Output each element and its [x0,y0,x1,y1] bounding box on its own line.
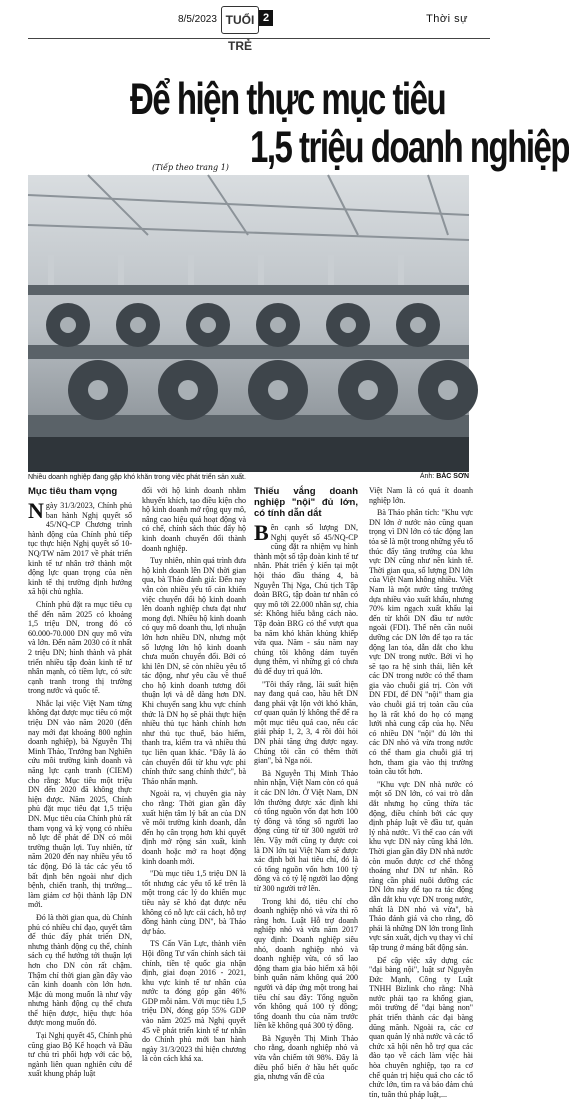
paragraph [254,523,358,677]
article-column-4 [369,486,473,772]
paragraph: Đó là thời gian qua, dù Chính phủ có nhiều chỉ đạo, quyết tâm để thúc đẩy phát triển DN, nhưng thành động cụ thể, chính sách cụ thể hướng tới thuận lợi hơn cho DN còn rất chậm. Thậm chí thời gian gần đây vào căn kinh doanh còn lớn hơn. Mặc dù mong muốn là như vậy nhưng hành động cụ thể chưa thể hiện được, hiệu thực hóa được mong muốn đó. [28,913,132,1028]
header-rule [28,38,490,39]
paragraph: "Tôi thấy rằng, lãi suất hiện nay đang quá cao, hầu hết DN đang phải vật lộn với khó khăn, cơ quan quản lý không thể để ra một mục tiêu quá cao, nếu các giải pháp 1, 2, 3, 4 rồi đòi hỏi DN phải tăng ứng được ngay. Chúng tôi cần có thêm thời gian", bà Nga nói. [254,680,358,766]
paragraph: Trong khi đó, tiêu chí cho doanh nghiệp nhỏ và vừa thì rõ ràng hơn. Luật Hỗ trợ doanh nghiệp nhỏ và vừa năm 2017 quy định: Doanh nghiệp siêu nhỏ, doanh nghiệp nhỏ và doanh nghiệp vừa, có số lao động tham gia bảo hiểm xã hội bình quân năm không quá 200 người và đáp ứng một trong hai tiêu chí sau đây: Tổng nguồn vốn không quá 100 tỷ đồng; tổng doanh thu của năm trước liền kề không quá 300 tỷ đồng. [254,897,358,1031]
drop-cap: B [254,523,269,543]
paragraph: Bà Thảo phân tích: "Khu vực DN lớn ở nước nào cũng quan trọng vì DN lớn có tác động lan tỏa sẽ là một trong những yếu tố thúc đẩy tăng trưởng của khu vực DN cũng như nền kinh tế. Thời gian qua, số lượng DN lớn của Việt Nam không nhiều. Việt Nam là một nước tăng trưởng dựa nhiều vào xuất khẩu, nhưng 70% kim ngạch xuất khẩu lại đến từ khối DN đầu tư nước ngoài (FDI). Thế nên cần nuôi dưỡng các DN lớn để tạo ra tác động lan tỏa, dẫn dắt cho khu vực DN trong nước. Bởi vì họ sẽ tạo ra hệ sinh thái, liên kết các DN trong nước có thể tham gia vào chuỗi giá trị. Còn với DN FDI, để DN "nội" tham gia vào chuỗi giá trị toàn cầu của họ là rất khó do họ có mạng lưới nhà cung cấp của họ. Nếu có nhiều DN "nội" đủ lớn thì các DN nhỏ và vừa trong nước có thể tham gia chuỗi giá trị hơn, tham gia vào thị trường toàn cầu tốt hơn. [369,508,473,777]
paragraph: "Dù mục tiêu 1,5 triệu DN là tốt nhưng các yếu tố kể trên là một trong các lý do khiến mục tiêu này sẽ khó đạt được nếu không có nỗ lực cải cách, hỗ trợ đồng hành cùng DN", bà Thảo dự báo. [142,869,246,936]
headline-line-1: Để hiện thực mục tiêu [130,76,445,121]
page-header [0,0,500,40]
article-column-1 [28,486,132,772]
paragraph: đối với hộ kinh doanh nhằm khuyến khích, tạo điều kiện cho hộ kinh doanh mở rộng quy mô, nâng cao hiệu quả hoạt động và có chế, chính sách thúc đẩy hộ kinh doanh chuyển đổi thành doanh nghiệp. [142,486,246,553]
photo-credit [420,473,469,480]
paragraph: Ngoài ra, vị chuyên gia này cho rằng: Thời gian gần đây xuất hiện tâm lý bất an của DN về môi trường kinh doanh, dẫn đến họ cân trọng hơn khi quyết định mở rộng sản xuất, kinh doanh hoặc mở ra hoạt động kinh doanh mới. [142,789,246,866]
credit-name: BẮC SƠN [436,473,469,480]
paragraph: Nhắc lại việc Việt Nam từng không đạt được mục tiêu có một triệu DN vào năm 2020 (đến nay mới đạt khoảng 800 nghìn doanh nghiệp), bà Nguyễn Thị Minh Thảo, Trưởng ban Nghiên cứu môi trường kinh doanh và năng lực cạnh tranh (CIEM) cho rằng: Mục tiêu một triệu DN đến 2020 đã không thực hiện được. Năm 2025, Chính phủ đặt mục tiêu đạt 1,5 triệu DN. Mục tiêu của Chính phủ rất tham vọng và kỳ vọng có nhiều nỗ lực để phát để DN có môi trường thuận lợi. Tuy nhiên, từ năm 2020 đến nay nhiều yếu tố tác động. Đó là tác các yếu tố bất định bên ngoài như dịch bệnh, chiến tranh, thị trường... làm giảm cơ hội thành lập DN mới. [28,699,132,910]
paragraph: Bà Nguyễn Thị Minh Thảo nhìn nhận, Việt Nam còn có quá ít các DN lớn. Ở Việt Nam, DN lớn thường được xác định khi có tổng nguồn vốn đạt hơn 100 tỷ đồng và tổng số người lao động cũng từ từ 300 người trở lên. Vậy mới cũng ty được coi là DN lớn tại Việt Nam sẽ được xác định bởi hai tiêu chí, đó là có tổng nguồn vốn hơn 100 tỷ đồng và có tỷ lệ người lao động từ 300 người trở lên. [254,769,358,894]
factory-photo [28,175,469,472]
paragraph: TS Cấn Văn Lực, thành viên Hội đồng Tư vấn chính sách tài chính, tiền tệ quốc gia nhận định, giai đoạn 2016 - 2021, khu vực kinh tế tư nhân của nước ta đóng góp gần 46% GDP mỗi năm. Với mục tiêu 1,5 triệu DN, đóng góp 55% GDP vào năm 2025 mà Nghị quyết 45 về phát triển kinh tế tư nhân do Chính phủ mới ban hành ngày 31/3/2023 thì hiện chương là còn cách khá xa. [142,939,246,1064]
paragraph: Để cập việc xây dựng các "đại bàng nội", luật sư Nguyễn Đức Mạnh, Công ty Luật TNHH Bizlink cho rằng: Nhà nước phải tạo ra khống gian, môi trường để "đại bàng non" phát triển thành các đại bàng dũng mãnh. Ngoài ra, các cơ quan quản lý nhà nước và các tổ chức xã hội nên hỗ trợ qua các đào tạo về cách làm việc hài hòa chuyên nghiệp, tạo ra cơ chế quản trị hiệu quả cho các tổ chức lớn, tìm ra và bảo đảm chủ tín, tuân thủ pháp luật,... [369,956,473,1099]
credit-prefix: Ảnh: [420,473,436,480]
paragraph: Tại Nghị quyết 45, Chính phủ cũng giao Bộ Kế hoạch và Đầu tư chủ trì phối hợp với các bộ, ngành liên quan nghiên cứu để xuất khung pháp luật [28,1031,132,1079]
paragraph: Bà Nguyễn Thị Minh Thảo cho rằng, doanh nghiệp nhỏ và vừa vẫn chiếm tới 98%. Đây là điều phổ biến ở hầu hết quốc gia, nhưng vấn đề của [254,1034,358,1082]
page-number: 2 [259,10,273,26]
factory-photo-illustration [28,175,469,472]
continuation-note: (Tiếp theo trang 1) [152,163,229,172]
paragraph [28,501,132,597]
issue-date: 8/5/2023 [178,14,217,25]
headline-line-2: 1,5 triệu doanh nghiệp [250,124,569,169]
paragraph: Tuy nhiên, nhìn quá trình đưa hộ kinh doanh lên DN thời gian qua, bà Thảo đánh giá: Đến nay vẫn còn nhiều yếu tố cản khiến việc chuyển đổi hộ kinh doanh lên doanh nghiệp chưa đạt như mong đợi. Nhiều hộ kinh doanh có quy mô doanh thu, lợi nhuận lớn hơn nhiều DN, nhưng một số lượng lớn hộ kinh doanh chưa muốn chuyển đổi. Bởi có khi lên DN, sẽ còn nhiều yêu tố tác động, như yêu cầu về thuế cho hộ kinh doanh tương đối thuận lợi và dễ dàng hơn DN. Khi chuyển sang khu vực chính thức là DN họ sẽ phải thực hiện nhiều thủ tục hành chính hơn như thủ tục thuế, bảo hiểm, thanh tra, kiểm tra và nhiều thủ tục liên quan khác. "Đây là áo cản chuyển đổi từ khu vực phi chính thức sang chính thức", bà Thảo nhấn mạnh. [142,556,246,786]
paragraph: Việt Nam là có quá ít doanh nghiệp lớn. [369,486,473,505]
subheading-lack-of-large-firms: Thiếu vắng doanh nghiệp "nội" đủ lớn, có tính dẫn dắt [254,486,358,519]
paragraph: Chính phủ đặt ra mục tiêu cụ thể đến năm 2025 có khoảng 1,5 triệu DN, trong đó có 60.000-70.000 DN quy mô vừa và lớn. Đến năm 2030 có ít nhất 2 triệu DN; hình thành và phát triển nhiều tập đoàn kinh tế tư nhân mạnh, có tiềm lực, có sức cạnh tranh trong thị trường trong nước và quốc tế. [28,600,132,696]
article-column-2 [142,486,246,772]
paragraph: "Khu vực DN nhà nước có một số DN lớn, có vai trò dẫn dắt nhưng họ cũng thừa tác động, điều chỉnh bởi các quy định pháp luật về đầu tư, quản lý nhà nước. Vì thế cao cán với khu vực DN này cũng khá lớn. Thời gian gần đây DN nhà nước còn muốn được cơ chế thông thoáng như DN tư nhân. Rõ ràng cần phải nuôi dưỡng các DN lớn này để tạo ra tác động dẫn dắt khu vực DN trong nước, nhất là DN nhỏ và vừa", bà Thảo đánh giá và cho rằng, đồ phải là những DN lớn trong lĩnh vực sản xuất, dịch vụ thay vì chỉ tập trung ở mảng bất động sản. [369,780,473,953]
photo-caption: Nhiều doanh nghiệp đang gặp khó khăn trong việc phát triển sản xuất. [28,474,246,481]
subheading-ambitious-target: Mục tiêu tham vọng [28,486,132,497]
drop-cap: N [28,501,44,521]
article-column-3 [254,486,358,772]
paragraph-text: gày 31/3/2023, Chính phủ ban hành Nghị quyết số 45/NQ-CP Chương trình hành động của Chính phủ tiếp tục thực hiện Nghị quyết số 10-NQ/TW năm 2017 về phát triển kinh tế tư nhân trở thành một động lực quan trọng của nền kinh tế thị trường định hướng xã hội chủ nghĩa. [28,501,132,596]
newspaper-logo: TUỔI TRẺ [221,6,259,34]
paragraph-text: ên cạnh số lượng DN, Nghị quyết số 45/NQ-CP cũng đặt ra nhiệm vụ hình thành một số tập đoàn kinh tế tư nhân. Phát triển ý kiến tại một hội thảo đầu tháng 4, bà Nguyễn Thị Nga, Chủ tịch Tập đoàn BRG, tập đoàn tư nhân có quy mô tới 22.000 nhân sự, chia sẻ: Không hiểu bằng cách nào. Tập đoàn BRG có thể vượt qua ba năm khó khăn khủng khiếp vừa qua. Năm - sáu năm nay chúng tôi không dám tuyển dụng thêm, vì những gì có chưa đủ để duy trì quá lớn. [254,523,358,676]
section-name: Thời sự [426,13,468,25]
